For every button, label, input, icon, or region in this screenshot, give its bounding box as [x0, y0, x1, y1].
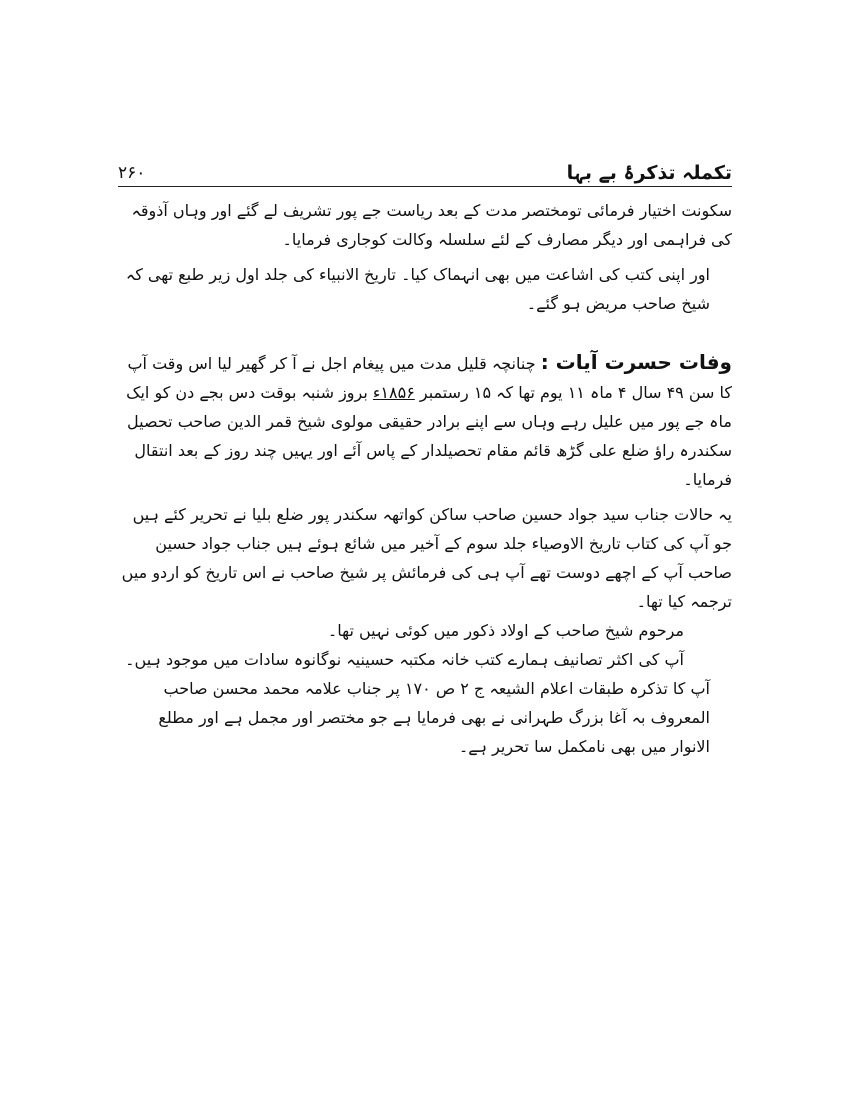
- death-text-after-date: بروز شنبہ بوقت دس بجے دن کو ایک ماہ جے پور میں علیل رہے وہاں سے اپنے برادر حقیقی مولوی شیخ قمر الدین صاحب تحصیل سکندرہ راؤ ضلع علی گڑھ قائم مقام تحصیلدار کے پاس آئے اور یہیں چند روز کے بعد انتقال فرمایا۔: [126, 383, 732, 489]
- death-text-before-date: چنانچہ قلیل مدت میں پیغام اجل نے آ کر گھیر لیا اس وقت آپ کا سن ۴۹ سال ۴ ماہ ۱۱ یوم تھا کہ ۱۵ رستمبر: [127, 354, 732, 402]
- section-heading-death: وفات حسرت آیات :: [540, 350, 732, 374]
- page-body: [118, 196, 732, 761]
- death-date: ۱۸۵۶ء: [372, 383, 415, 402]
- paragraph-source: یہ حالات جناب سید جواد حسین صاحب ساکن کواتھہ سکندر پور ضلع بلیا نے تحریر کئے ہیں جو آپ کی کتاب تاریخ الاوصیاء جلد سوم کے آخیر میں شائع ہوئے ہیں جناب جواد حسین صاحب آپ کے اچھے دوست تھے آپ ہی کی فرمائش پر شیخ صاحب نے اس تاریخ کو اردو میں ترجمہ کیا تھا۔: [121, 505, 732, 611]
- page-number: ۲۶۰: [118, 163, 146, 183]
- page-header: [118, 160, 732, 186]
- running-title: تکملہ تذکرۂ بے بہا: [566, 162, 732, 184]
- paragraph-works: آپ کی اکثر تصانیف ہمارے کتب خانہ مکتبہ حسینیہ نوگانوہ سادات میں موجود ہیں۔: [125, 650, 684, 669]
- header-rule: [118, 186, 732, 187]
- paragraph-heirs: مرحوم شیخ صاحب کے اولاد ذکور میں کوئی نہیں تھا۔: [327, 621, 684, 640]
- paragraph-1: سکونت اختیار فرمائی تومختصر مدت کے بعد ریاست جے پور تشریف لے گئے اور وہاں آذوقہ کی فراہمی اور دیگر مصارف کے لئے سلسلہ وکالت کوجاری فرمایا۔: [131, 201, 732, 249]
- paragraph-death: [118, 348, 732, 494]
- paragraph-2: اور اپنی کتب کی اشاعت میں بھی انہماک کیا۔ تاریخ الانبیاء کی جلد اول زیر طبع تھی کہ شیخ صاحب مریض ہو گئے۔: [125, 265, 710, 313]
- paragraph-references: آپ کا تذکرہ طبقات اعلام الشیعہ ج ۲ ص ۱۷۰ پر جناب علامہ محمد محسن صاحب المعروف بہ آغا بزرگ طہرانی نے بھی فرمایا ہے جو مختصر اور مجمل ہے اور مطلع الانوار میں بھی نامکمل سا تحریر ہے۔: [158, 679, 710, 756]
